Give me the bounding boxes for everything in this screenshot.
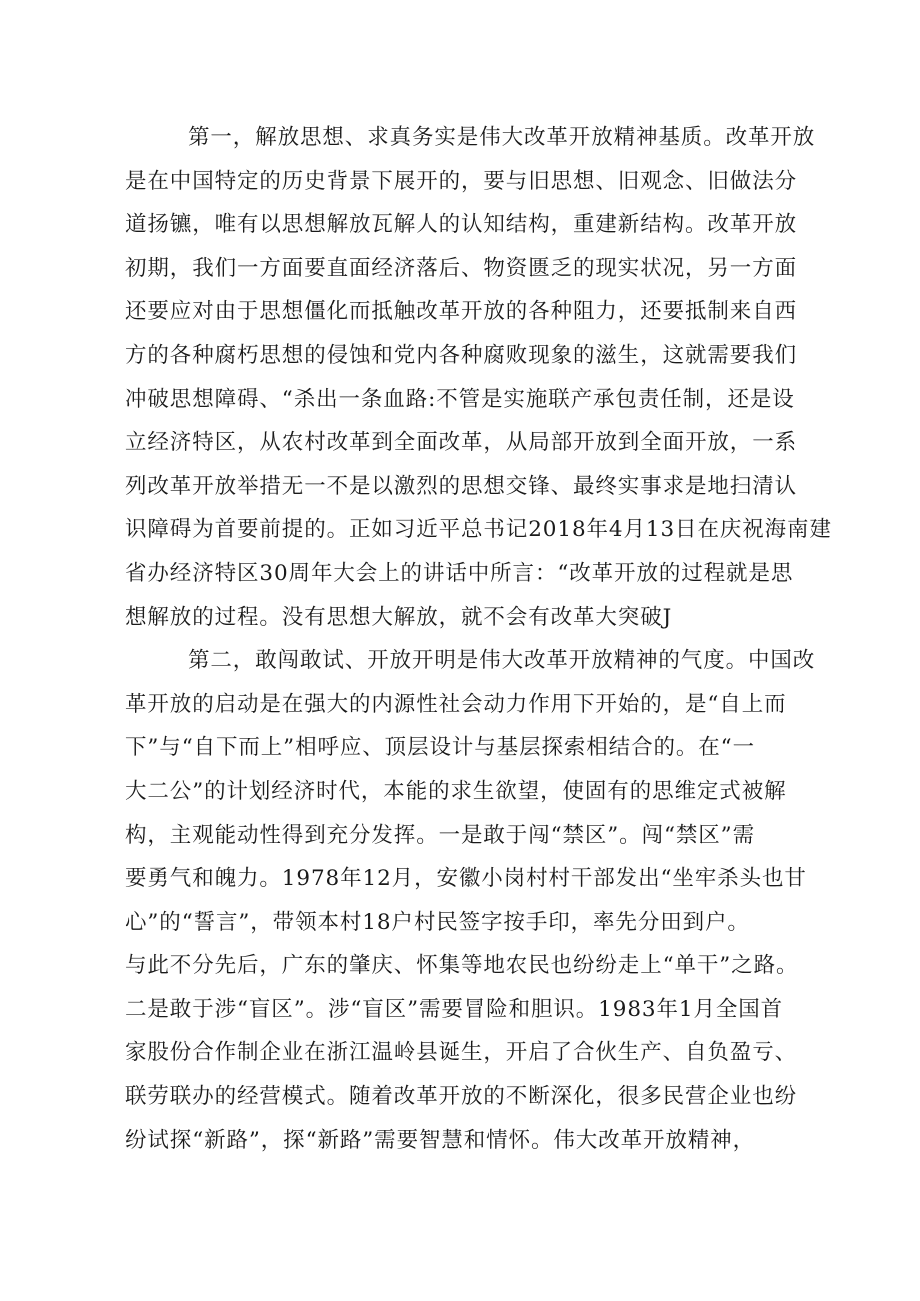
text-line: 初期，我们一方面要直面经济落后、物资匮乏的现实状况，另一方面 (125, 255, 798, 281)
text-line: 纷试探“新路”，探“新路”需要智慧和情怀。伟大改革开放精神， (125, 1127, 755, 1153)
text-line: 构，主观能动性得到充分发挥。一是敢于闯“禁区”。闯“禁区”需 (125, 822, 755, 848)
text-line: 道扬镳，唯有以思想解放瓦解人的认知结构，重建新结构。改革开放 (125, 212, 798, 238)
text-line: 省办经济特区30周年大会上的讲话中所言：“改革开放的过程就是思 (125, 560, 794, 586)
document-page (125, 116, 832, 1162)
text-line: 第一，解放思想、求真务实是伟大改革开放精神基质。改革开放 (188, 125, 816, 150)
paragraph-2 (125, 639, 815, 1162)
text-line: 革开放的启动是在强大的内源性社会动力作用下开始的，是“自上而 (125, 691, 787, 717)
text-line: 要勇气和魄力。1978年12月，安徽小岗村村干部发出“坐牢杀头也甘 (125, 866, 807, 892)
text-line: 大二公”的计划经济时代，本能的求生欲望，使固有的思维定式被解 (125, 778, 787, 804)
text-line: 列改革开放举措无一不是以激烈的思想交锋、最终实事求是地扫清认 (125, 473, 798, 499)
text-line: 与此不分先后，广东的肇庆、怀集等地农民也纷纷走上“单干”之路。 (125, 953, 799, 979)
text-line: 还要应对由于思想僵化而抵触改革开放的各种阻力，还要抵制来自西 (125, 299, 798, 325)
text-line: 方的各种腐朽思想的侵蚀和党内各种腐败现象的滋生，这就需要我们 (125, 342, 798, 368)
text-line: 冲破思想障碍、“杀出一条血路:不管是实施联产承包责任制，还是设 (125, 386, 795, 412)
text-line: 联劳联办的经营模式。随着改革开放的不断深化，很多民营企业也纷 (125, 1084, 798, 1110)
paragraph-1 (125, 116, 832, 639)
text-line: 二是敢于涉“盲区”。涉“盲区”需要冒险和胆识。1983年1月全国首 (125, 996, 784, 1022)
text-line: 识障碍为首要前提的。正如习近平总书记2018年4月13日在庆祝海南建 (125, 517, 832, 543)
text-line: 第二，敢闯敢试、开放开明是伟大改革开放精神的气度。中国改 (188, 648, 816, 674)
text-line: 心”的“誓言”，带领本村18户村民签字按手印，率先分田到户。 (125, 909, 750, 935)
text-line: 立经济特区，从农村改革到全面改革，从局部开放到全面开放，一系 (125, 430, 798, 456)
text-line: 想解放的过程。没有思想大解放，就不会有改革大突破J (125, 604, 673, 630)
text-line: 是在中国特定的历史背景下展开的，要与旧思想、旧观念、旧做法分 (125, 168, 798, 194)
text-line: 下”与“自下而上”相呼应、顶层设计与基层探索相结合的。在“一 (125, 735, 755, 761)
text-line: 家股份合作制企业在浙江温岭县诞生，开启了合伙生产、自负盈亏、 (125, 1040, 798, 1066)
